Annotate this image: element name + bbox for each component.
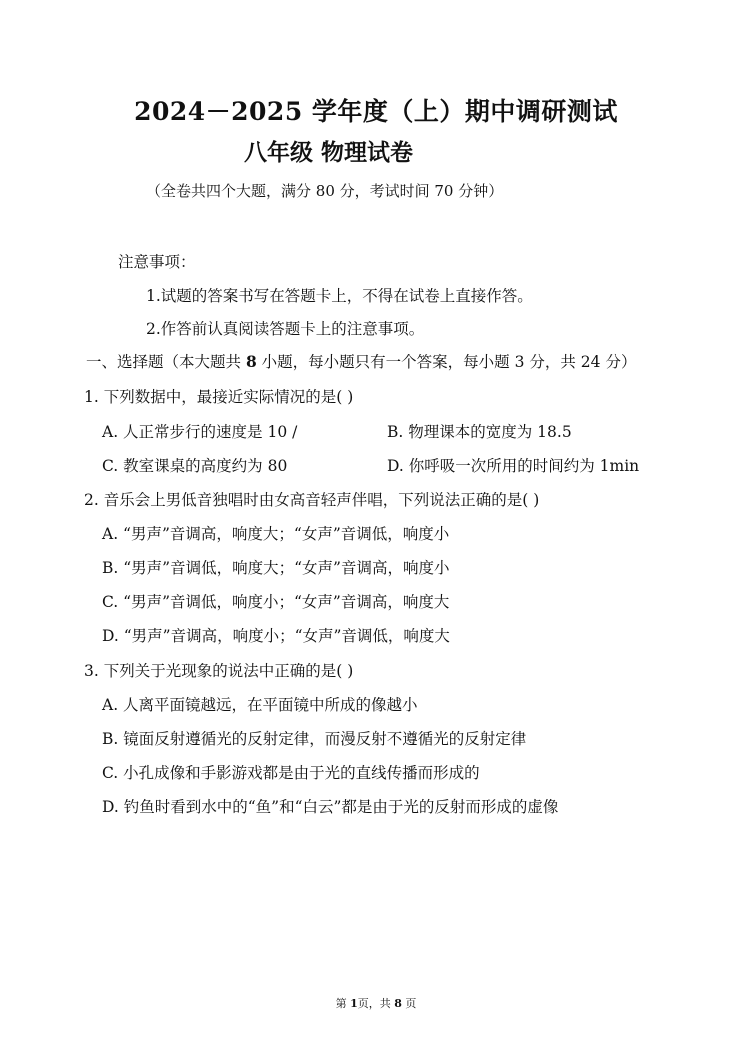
option-a: A. 人正常步行的速度是 10 / [102,423,298,441]
option-d: D. 你呼吸一次所用的时间约为 1min [387,457,640,475]
option-a: A. “男声”音调高，响度大；“女声”音调低，响度小 [102,525,450,543]
exam-subtitle: 八年级 物理试卷 [244,139,414,166]
option-b: B. 镜面反射遵循光的反射定律，而漫反射不遵循光的反射定律 [102,730,527,748]
question-stem: 3. 下列关于光现象的说法中正确的是( ) [84,662,354,680]
section-suffix: 小题，每小题只有一个答案，每小题 3 分，共 24 分） [256,353,637,371]
question-stem: 1. 下列数据中，最接近实际情况的是( ) [84,388,354,406]
footer-prefix: 第 [335,997,351,1010]
section-heading [86,350,636,372]
notes-heading: 注意事项： [118,253,196,271]
footer-total: 8 [394,997,402,1010]
footer-middle: 页，共 [357,997,395,1010]
option-c: C. “男声”音调低，响度小；“女声”音调高，响度大 [102,593,450,611]
option-b: B. “男声”音调低，响度大；“女声”音调高，响度小 [102,559,450,577]
option-a: A. 人离平面镜越远，在平面镜中所成的像越小 [102,696,418,714]
option-d: D. 钓鱼时看到水中的“鱼”和“白云”都是由于光的反射而形成的虚像 [102,798,559,816]
section-prefix: 一、选择题（本大题共 [86,353,246,371]
note-item: 1.试题的答案书写在答题卡上，不得在试卷上直接作答。 [146,287,533,305]
option-c: C. 小孔成像和手影游戏都是由于光的直线传播而形成的 [102,764,480,782]
footer-page: 1 [350,997,358,1010]
option-b: B. 物理课本的宽度为 18.5 [387,423,572,441]
note-item: 2.作答前认真阅读答题卡上的注意事项。 [146,320,425,338]
question-stem: 2. 音乐会上男低音独唱时由女高音轻声伴唱，下列说法正确的是( ) [84,491,540,509]
exam-info: （全卷共四个大题，满分 80 分，考试时间 70 分钟） [146,182,504,200]
footer-suffix: 页 [401,997,417,1010]
option-d: D. “男声”音调高，响度小；“女声”音调低，响度大 [102,627,450,645]
exam-title: 2024－2025 学年度（上）期中调研测试 [134,97,618,126]
option-c: C. 教室课桌的高度约为 80 [102,457,288,475]
section-count: 8 [245,352,257,371]
page-footer [0,995,752,1011]
